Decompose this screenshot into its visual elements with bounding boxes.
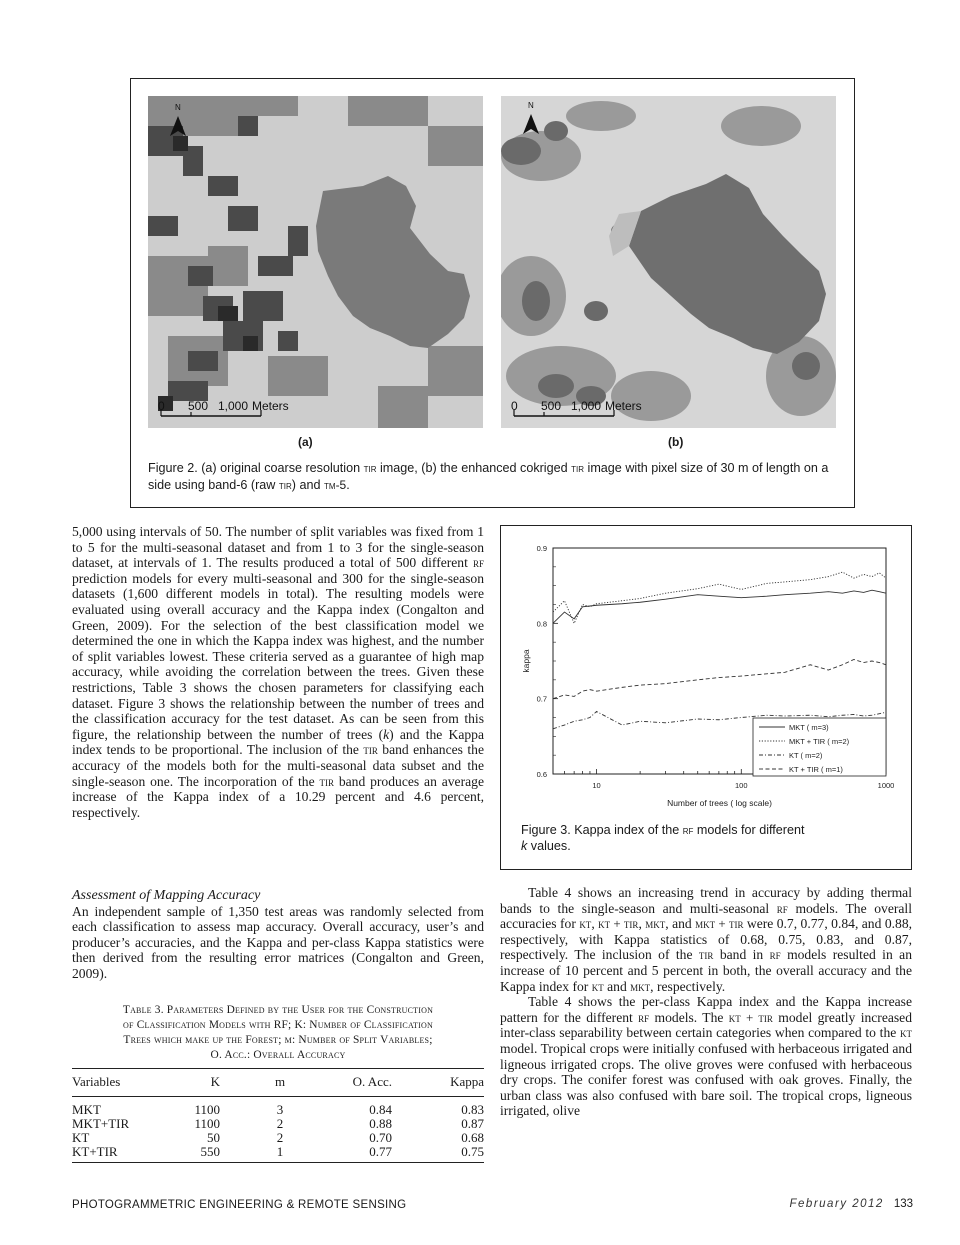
series-line-4 <box>553 659 886 698</box>
body-paragraph-accuracy: An independent sample of 1,350 test areas was randomly selected from each classification to assess map accuracy. Overall accuracy, user’s and producer’s accuracies, and the Kappa and per-class Kappa statistics were then derived from the resulting error matrices (Congalton and Green, 2009). <box>72 903 484 981</box>
figure-2-caption: Figure 2. (a) original coarse resolution tir image, (b) the enhanced cokriged tir image with pixel size of 30 m of length on a side using band-6 (raw tir) and tm-5. <box>148 461 829 492</box>
page-footer <box>790 1198 913 1210</box>
section-mapping-accuracy <box>72 888 484 982</box>
x-tick-label: 1000 <box>877 781 895 790</box>
panel-label-a: (a) <box>298 435 313 449</box>
table-3 <box>72 1068 484 1163</box>
figure-3-caption: Figure 3. Kappa index of the rf models for different k values. <box>521 823 805 853</box>
journal-name: PHOTOGRAMMETRIC ENGINEERING & REMOTE SENSING <box>72 1199 407 1211</box>
svg-text:Meters: Meters <box>605 399 642 413</box>
table-row: KT+TIR 550 1 0.77 0.75 <box>72 1145 484 1163</box>
y-tick-label: 0.8 <box>536 619 547 629</box>
svg-text:1,000: 1,000 <box>571 399 602 413</box>
paragraph-per-class-kappa: Table 4 shows the per-class Kappa index and the Kappa increase pattern for the different rf models. The kt + tir model greatly increased inter-class separability between certain categories when compared to the kt model. Tropical crops were initially confused with herbaceous irrigated and ligneous irrigated crops. The olive groves were confused with herbaceous dry crops. The conifer forest was confused with oak groves. Finally, the urban class was also confused with bare soil. The tropical crops, ligneous irrigated, olive <box>500 994 913 1119</box>
table-row: MKT 1100 3 0.84 0.83 <box>72 1102 484 1117</box>
figure-2 <box>130 78 855 508</box>
page-number: 133 <box>893 1198 913 1210</box>
legend-entry-2: MKT + TIR ( m=2) <box>789 737 850 746</box>
map-panel-a <box>148 96 483 428</box>
y-axis-label: kappa <box>521 649 531 673</box>
svg-text:500: 500 <box>188 399 209 413</box>
svg-text:N: N <box>175 103 181 112</box>
svg-text:0: 0 <box>158 399 165 413</box>
figure-3 <box>500 525 912 870</box>
panel-label-b: (b) <box>668 435 684 449</box>
table-header: Variables <box>72 1069 167 1097</box>
svg-text:N: N <box>528 101 534 110</box>
legend-entry-4: KT + TIR ( m=1) <box>789 765 843 774</box>
y-tick-label: 0.6 <box>536 770 547 779</box>
legend-entry-1: MKT ( m=3) <box>789 723 829 732</box>
section-heading: Assessment of Mapping Accuracy <box>72 888 261 903</box>
scale-bar-a <box>148 96 483 428</box>
svg-text:0: 0 <box>511 399 518 413</box>
body-paragraph-right <box>500 885 912 1119</box>
x-tick-label: 100 <box>735 781 748 790</box>
legend-entry-3: KT ( m=2) <box>789 751 823 760</box>
y-tick-label: 0.7 <box>536 694 547 704</box>
table-row: MKT+TIR 1100 2 0.88 0.87 <box>72 1116 484 1131</box>
body-paragraph-rf-models: 5,000 using intervals of 50. The number of split variables was fixed from 1 to 5 for the multi-seasonal dataset and from 1 to 3 for the single-season dataset, at intervals of 1. The results produced a total of 500 different rf prediction models for every multi-seasonal and 300 for the single-season datasets (1,600 different models in total). The resulting models were evaluated using overall accuracy and the Kappa index (Congalton and Green, 2009). For the selection of the best classification model we determined the one in which the Kappa index was highest, and the number of split variables lowest. These criteria served as a guarantee of high map accuracy, while avoiding the correlation between the trees. Given these restrictions, Table 3 shows the chosen parameters for classifying each dataset. Figure 3 shows the relationship between the number of trees and the classification accuracy for the test dataset. As can be seen from this figure, the relationship between the number of trees (k) and the Kappa index tends to be proportional. The inclusion of the tir band enhances the accuracy of the models both for the multi-seasonal data subset and the single-season one. The incorporation of the tir band produces an average increase of the Kappa index of a 10.29 percent and 4.6 percent, respectively. <box>72 524 484 820</box>
x-tick-label: 10 <box>592 781 601 790</box>
table-header: Kappa <box>392 1069 484 1097</box>
x-axis-label: Number of trees ( log scale) <box>667 798 772 808</box>
issue-date: February 2012 <box>789 1198 884 1210</box>
table-header: K <box>167 1069 220 1097</box>
map-panel-b <box>501 96 836 428</box>
series-line-1 <box>553 590 886 623</box>
y-tick-label: 0.9 <box>536 544 547 553</box>
table-header: m <box>220 1069 340 1097</box>
table-3-title: Table 3. Parameters Defined by the User for the Construction of Classification Models with RF; K: Number of Classification Trees which make up the Forest; m: Number of Split Variables; O. Acc.: Overall Accuracy <box>122 1004 434 1061</box>
scale-bar-b <box>501 96 836 428</box>
svg-text:500: 500 <box>541 399 562 413</box>
paragraph-accuracy-trend: Table 4 shows an increasing trend in accuracy by adding thermal bands to the single-season and multi-seasonal rf models. The overall accuracies for kt, kt + tir, mkt, and mkt + tir were 0.7, 0.77, 0.84, and 0.88, respectively, with Kappa statistics of 0.68, 0.75, 0.83, and 0.87, respectively. The inclusion of the tir band in rf models resulted in an increase of 10 percent and 5 percent in both, the overall accuracy and the Kappa index for kt and mkt, respectively. <box>500 885 913 994</box>
table-row: KT 50 2 0.70 0.68 <box>72 1130 484 1145</box>
table-header: O. Acc. <box>340 1069 392 1097</box>
series-line-2 <box>553 572 886 623</box>
svg-text:1,000: 1,000 <box>218 399 249 413</box>
kappa-chart <box>501 526 911 816</box>
svg-text:Meters: Meters <box>252 399 289 413</box>
